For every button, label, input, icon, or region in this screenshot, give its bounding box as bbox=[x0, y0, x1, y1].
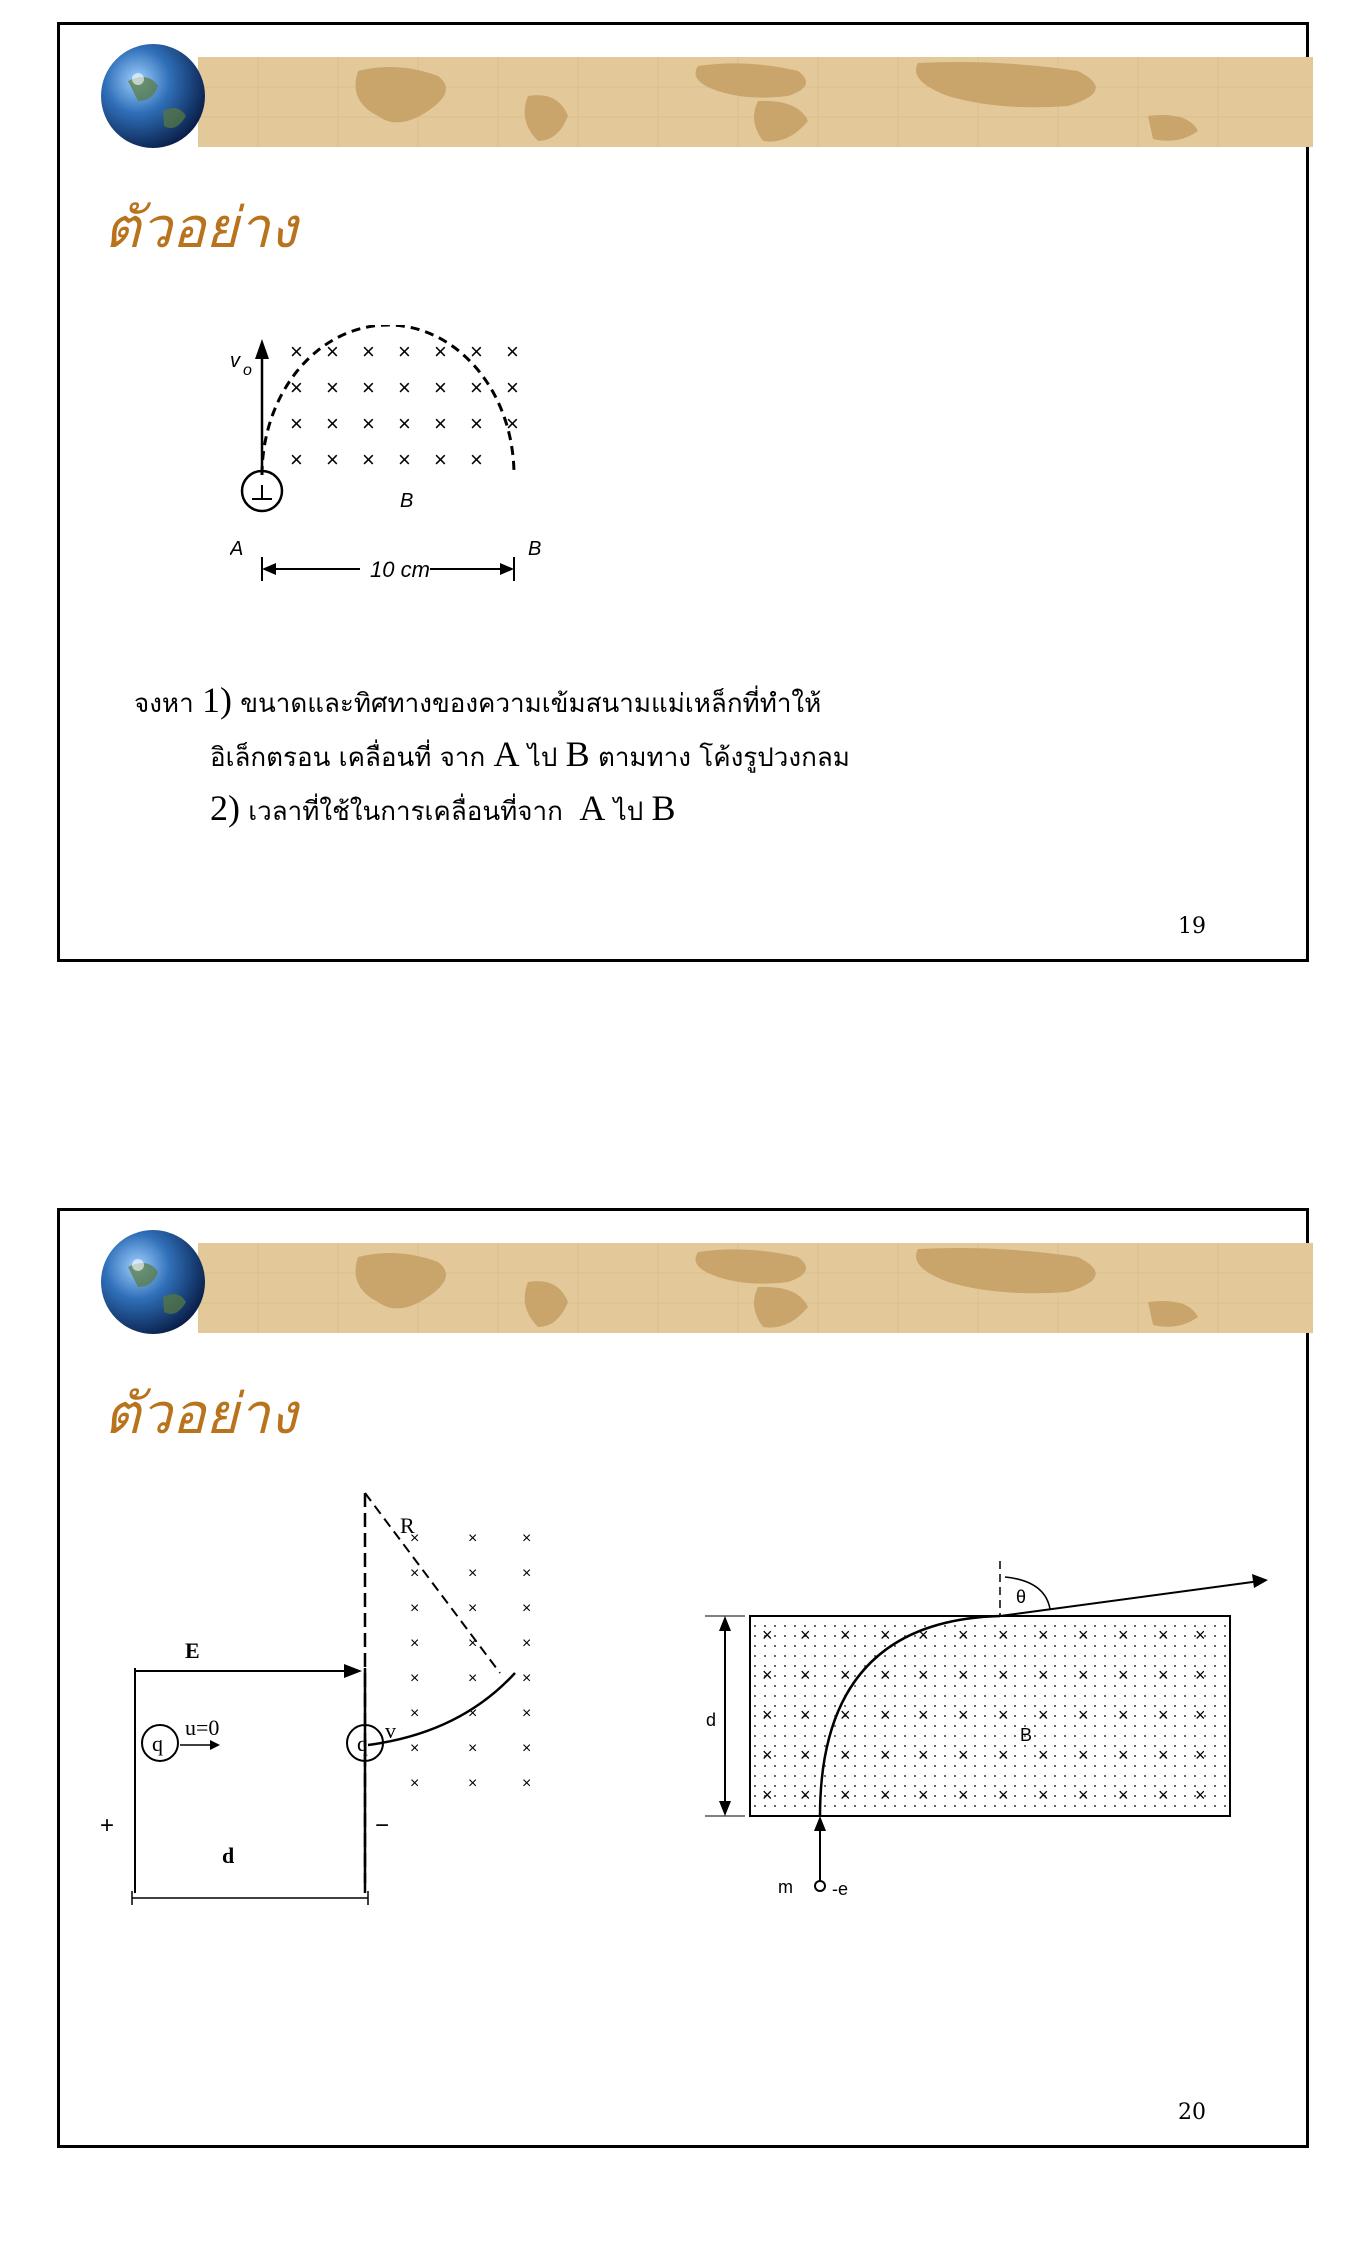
field-x-mark: × bbox=[840, 1665, 851, 1685]
field-x-mark: × bbox=[470, 375, 483, 400]
field-x-mark: × bbox=[1038, 1665, 1049, 1685]
field-x-mark: × bbox=[998, 1785, 1009, 1805]
field-x-mark: × bbox=[362, 447, 375, 472]
field-x-mark: × bbox=[1078, 1625, 1089, 1645]
field-x-mark: × bbox=[522, 1775, 532, 1792]
field-x-mark: × bbox=[468, 1705, 478, 1722]
velocity-label: v bbox=[385, 1718, 396, 1743]
field-x-mark: × bbox=[468, 1530, 478, 1547]
field-x-mark: × bbox=[918, 1785, 929, 1805]
item1-line2-a: อิเล็กตรอน เคลื่อนที่ จาก bbox=[210, 743, 486, 773]
field-x-mark: × bbox=[880, 1625, 891, 1645]
distance-label: 10 cm bbox=[370, 557, 430, 582]
field-x-mark: × bbox=[410, 1705, 420, 1722]
accelerated-charge-diagram bbox=[100, 1483, 680, 1943]
field-x-mark: × bbox=[326, 339, 339, 364]
field-x-mark: × bbox=[958, 1785, 969, 1805]
item1-line2-b: ไป bbox=[527, 743, 558, 773]
field-x-mark: × bbox=[434, 375, 447, 400]
item2-point-a: A bbox=[579, 788, 606, 828]
field-x-mark: × bbox=[1078, 1665, 1089, 1685]
field-x-mark: × bbox=[522, 1600, 532, 1617]
field-x-mark: × bbox=[522, 1705, 532, 1722]
field-x-mark: × bbox=[958, 1625, 969, 1645]
field-x-mark: × bbox=[290, 339, 303, 364]
field-x-mark: × bbox=[410, 1565, 420, 1582]
item2-number: 2) bbox=[210, 788, 240, 828]
field-x-mark: × bbox=[434, 411, 447, 436]
field-x-mark: × bbox=[840, 1625, 851, 1645]
field-x-mark: × bbox=[398, 375, 411, 400]
charge-label: q bbox=[152, 1731, 163, 1756]
field-x-mark: × bbox=[290, 411, 303, 436]
field-x-mark: × bbox=[470, 447, 483, 472]
field-x-mark: × bbox=[762, 1745, 773, 1765]
exit-ray bbox=[1000, 1581, 1260, 1616]
question-text bbox=[134, 675, 1234, 837]
globe-banner bbox=[98, 41, 1318, 151]
item1-text: ขนาดและทิศทางของความเข้มสนามแม่เหล็กที่ทำให้ bbox=[240, 689, 822, 719]
field-x-mark: × bbox=[1158, 1705, 1169, 1725]
field-x-mark: × bbox=[410, 1775, 420, 1792]
velocity-label: v bbox=[230, 350, 240, 372]
magnetic-field-semicircle-diagram bbox=[230, 325, 670, 595]
field-x-mark: × bbox=[1038, 1745, 1049, 1765]
field-x-mark: × bbox=[800, 1745, 811, 1765]
field-x-mark: × bbox=[880, 1785, 891, 1805]
e-field-label: E bbox=[185, 1638, 200, 1663]
field-x-mark: × bbox=[958, 1745, 969, 1765]
field-x-mark: × bbox=[362, 339, 375, 364]
field-x-mark: × bbox=[918, 1745, 929, 1765]
field-x-mark: × bbox=[522, 1635, 532, 1652]
field-x-mark: × bbox=[434, 447, 447, 472]
page-number: 20 bbox=[1178, 2100, 1206, 2125]
field-x-mark: × bbox=[326, 411, 339, 436]
field-x-mark: × bbox=[998, 1745, 1009, 1765]
field-x-mark: × bbox=[506, 375, 519, 400]
plus-sign: + bbox=[100, 1812, 115, 1839]
field-x-mark: × bbox=[958, 1665, 969, 1685]
globe-banner bbox=[98, 1227, 1318, 1337]
field-x-mark: × bbox=[362, 375, 375, 400]
field-x-mark: × bbox=[1078, 1745, 1089, 1765]
slide-19 bbox=[57, 22, 1309, 962]
field-x-mark: × bbox=[410, 1670, 420, 1687]
field-x-mark: × bbox=[1195, 1625, 1206, 1645]
field-x-mark: × bbox=[326, 375, 339, 400]
field-x-mark: × bbox=[398, 447, 411, 472]
field-x-mark: × bbox=[918, 1705, 929, 1725]
field-x-mark: × bbox=[1158, 1625, 1169, 1645]
field-x-mark: × bbox=[918, 1625, 929, 1645]
field-x-mark: × bbox=[468, 1565, 478, 1582]
field-x-grid bbox=[290, 339, 519, 472]
item2-text: เวลาที่ใช้ในการเคลื่อนที่จาก bbox=[248, 797, 563, 827]
item1-point-a: A bbox=[493, 734, 520, 774]
slide-20 bbox=[57, 1208, 1309, 2148]
field-x-mark: × bbox=[840, 1705, 851, 1725]
field-x-mark: × bbox=[470, 411, 483, 436]
field-x-mark: × bbox=[522, 1530, 532, 1547]
field-x-mark: × bbox=[958, 1705, 969, 1725]
field-x-mark: × bbox=[800, 1625, 811, 1645]
point-b-label: B bbox=[528, 538, 542, 560]
field-x-mark: × bbox=[362, 411, 375, 436]
field-label: B bbox=[400, 490, 414, 512]
item2-mid: ไป bbox=[613, 797, 644, 827]
field-x-mark: × bbox=[1038, 1785, 1049, 1805]
field-x-mark: × bbox=[918, 1665, 929, 1685]
field-x-mark: × bbox=[840, 1745, 851, 1765]
field-x-mark: × bbox=[522, 1670, 532, 1687]
field-x-mark: × bbox=[506, 339, 519, 364]
field-x-mark: × bbox=[1195, 1785, 1206, 1805]
field-x-mark: × bbox=[506, 411, 519, 436]
field-x-mark: × bbox=[1078, 1785, 1089, 1805]
field-x-mark: × bbox=[762, 1665, 773, 1685]
item2-point-b: B bbox=[651, 788, 676, 828]
item1-point-b: B bbox=[565, 734, 590, 774]
field-x-mark: × bbox=[468, 1635, 478, 1652]
field-x-mark: × bbox=[998, 1625, 1009, 1645]
field-x-mark: × bbox=[998, 1665, 1009, 1685]
field-x-mark: × bbox=[468, 1740, 478, 1757]
field-x-mark: × bbox=[398, 411, 411, 436]
field-x-mark: × bbox=[1118, 1745, 1129, 1765]
field-x-mark: × bbox=[762, 1785, 773, 1805]
field-x-mark: × bbox=[410, 1600, 420, 1617]
minus-sign: − bbox=[375, 1812, 390, 1839]
mass-label: m bbox=[778, 1877, 793, 1897]
field-x-mark: × bbox=[1158, 1745, 1169, 1765]
electron-deflection-diagram bbox=[700, 1561, 1320, 1921]
radius-label: R bbox=[400, 1513, 415, 1538]
field-x-mark: × bbox=[522, 1740, 532, 1757]
field-x-mark: × bbox=[1038, 1705, 1049, 1725]
charge-label-2: q bbox=[357, 1731, 368, 1756]
page-number: 19 bbox=[1178, 914, 1206, 939]
field-x-mark: × bbox=[468, 1670, 478, 1687]
field-x-mark: × bbox=[1195, 1665, 1206, 1685]
field-x-mark: × bbox=[410, 1635, 420, 1652]
field-x-mark: × bbox=[1158, 1785, 1169, 1805]
field-x-mark: × bbox=[1195, 1745, 1206, 1765]
field-x-mark: × bbox=[762, 1705, 773, 1725]
field-x-mark: × bbox=[1078, 1705, 1089, 1725]
field-x-mark: × bbox=[998, 1705, 1009, 1725]
item1-number: 1) bbox=[201, 680, 232, 720]
field-x-mark: × bbox=[1118, 1625, 1129, 1645]
field-x-mark: × bbox=[1118, 1785, 1129, 1805]
initial-velocity-label: u=0 bbox=[185, 1715, 220, 1740]
field-x-mark: × bbox=[800, 1785, 811, 1805]
field-x-mark: × bbox=[1195, 1705, 1206, 1725]
field-x-mark: × bbox=[880, 1705, 891, 1725]
field-x-mark: × bbox=[410, 1740, 420, 1757]
field-x-mark: × bbox=[398, 339, 411, 364]
field-x-mark: × bbox=[470, 339, 483, 364]
field-x-grid bbox=[410, 1530, 531, 1792]
field-label: B bbox=[1020, 1725, 1033, 1745]
field-x-mark: × bbox=[1118, 1705, 1129, 1725]
field-x-mark: × bbox=[434, 339, 447, 364]
field-x-mark: × bbox=[800, 1665, 811, 1685]
point-a-label: A bbox=[230, 538, 244, 560]
field-x-mark: × bbox=[880, 1745, 891, 1765]
electron-icon bbox=[815, 1881, 825, 1891]
slide-title: ตัวอย่าง bbox=[104, 196, 298, 261]
distance-label: d bbox=[222, 1843, 235, 1868]
field-x-mark: × bbox=[880, 1665, 891, 1685]
angle-label: θ bbox=[1016, 1587, 1027, 1607]
field-x-mark: × bbox=[522, 1565, 532, 1582]
width-label: d bbox=[706, 1710, 717, 1730]
field-x-mark: × bbox=[762, 1625, 773, 1645]
field-x-mark: × bbox=[1158, 1665, 1169, 1685]
field-x-mark: × bbox=[326, 447, 339, 472]
velocity-subscript: o bbox=[243, 362, 252, 379]
field-x-mark: × bbox=[1118, 1665, 1129, 1685]
field-x-mark: × bbox=[468, 1600, 478, 1617]
charge-label: -e bbox=[832, 1879, 849, 1899]
field-x-mark: × bbox=[800, 1705, 811, 1725]
field-x-mark: × bbox=[290, 375, 303, 400]
radius-line bbox=[365, 1493, 500, 1673]
field-x-mark: × bbox=[840, 1785, 851, 1805]
field-x-mark: × bbox=[410, 1530, 420, 1547]
question-prefix: จงหา bbox=[134, 689, 194, 719]
field-x-mark: × bbox=[468, 1775, 478, 1792]
field-x-mark: × bbox=[290, 447, 303, 472]
item1-line2-c: ตามทาง โค้งรูปวงกลม bbox=[597, 743, 850, 773]
slide-title: ตัวอย่าง bbox=[104, 1382, 298, 1447]
field-x-mark: × bbox=[1038, 1625, 1049, 1645]
